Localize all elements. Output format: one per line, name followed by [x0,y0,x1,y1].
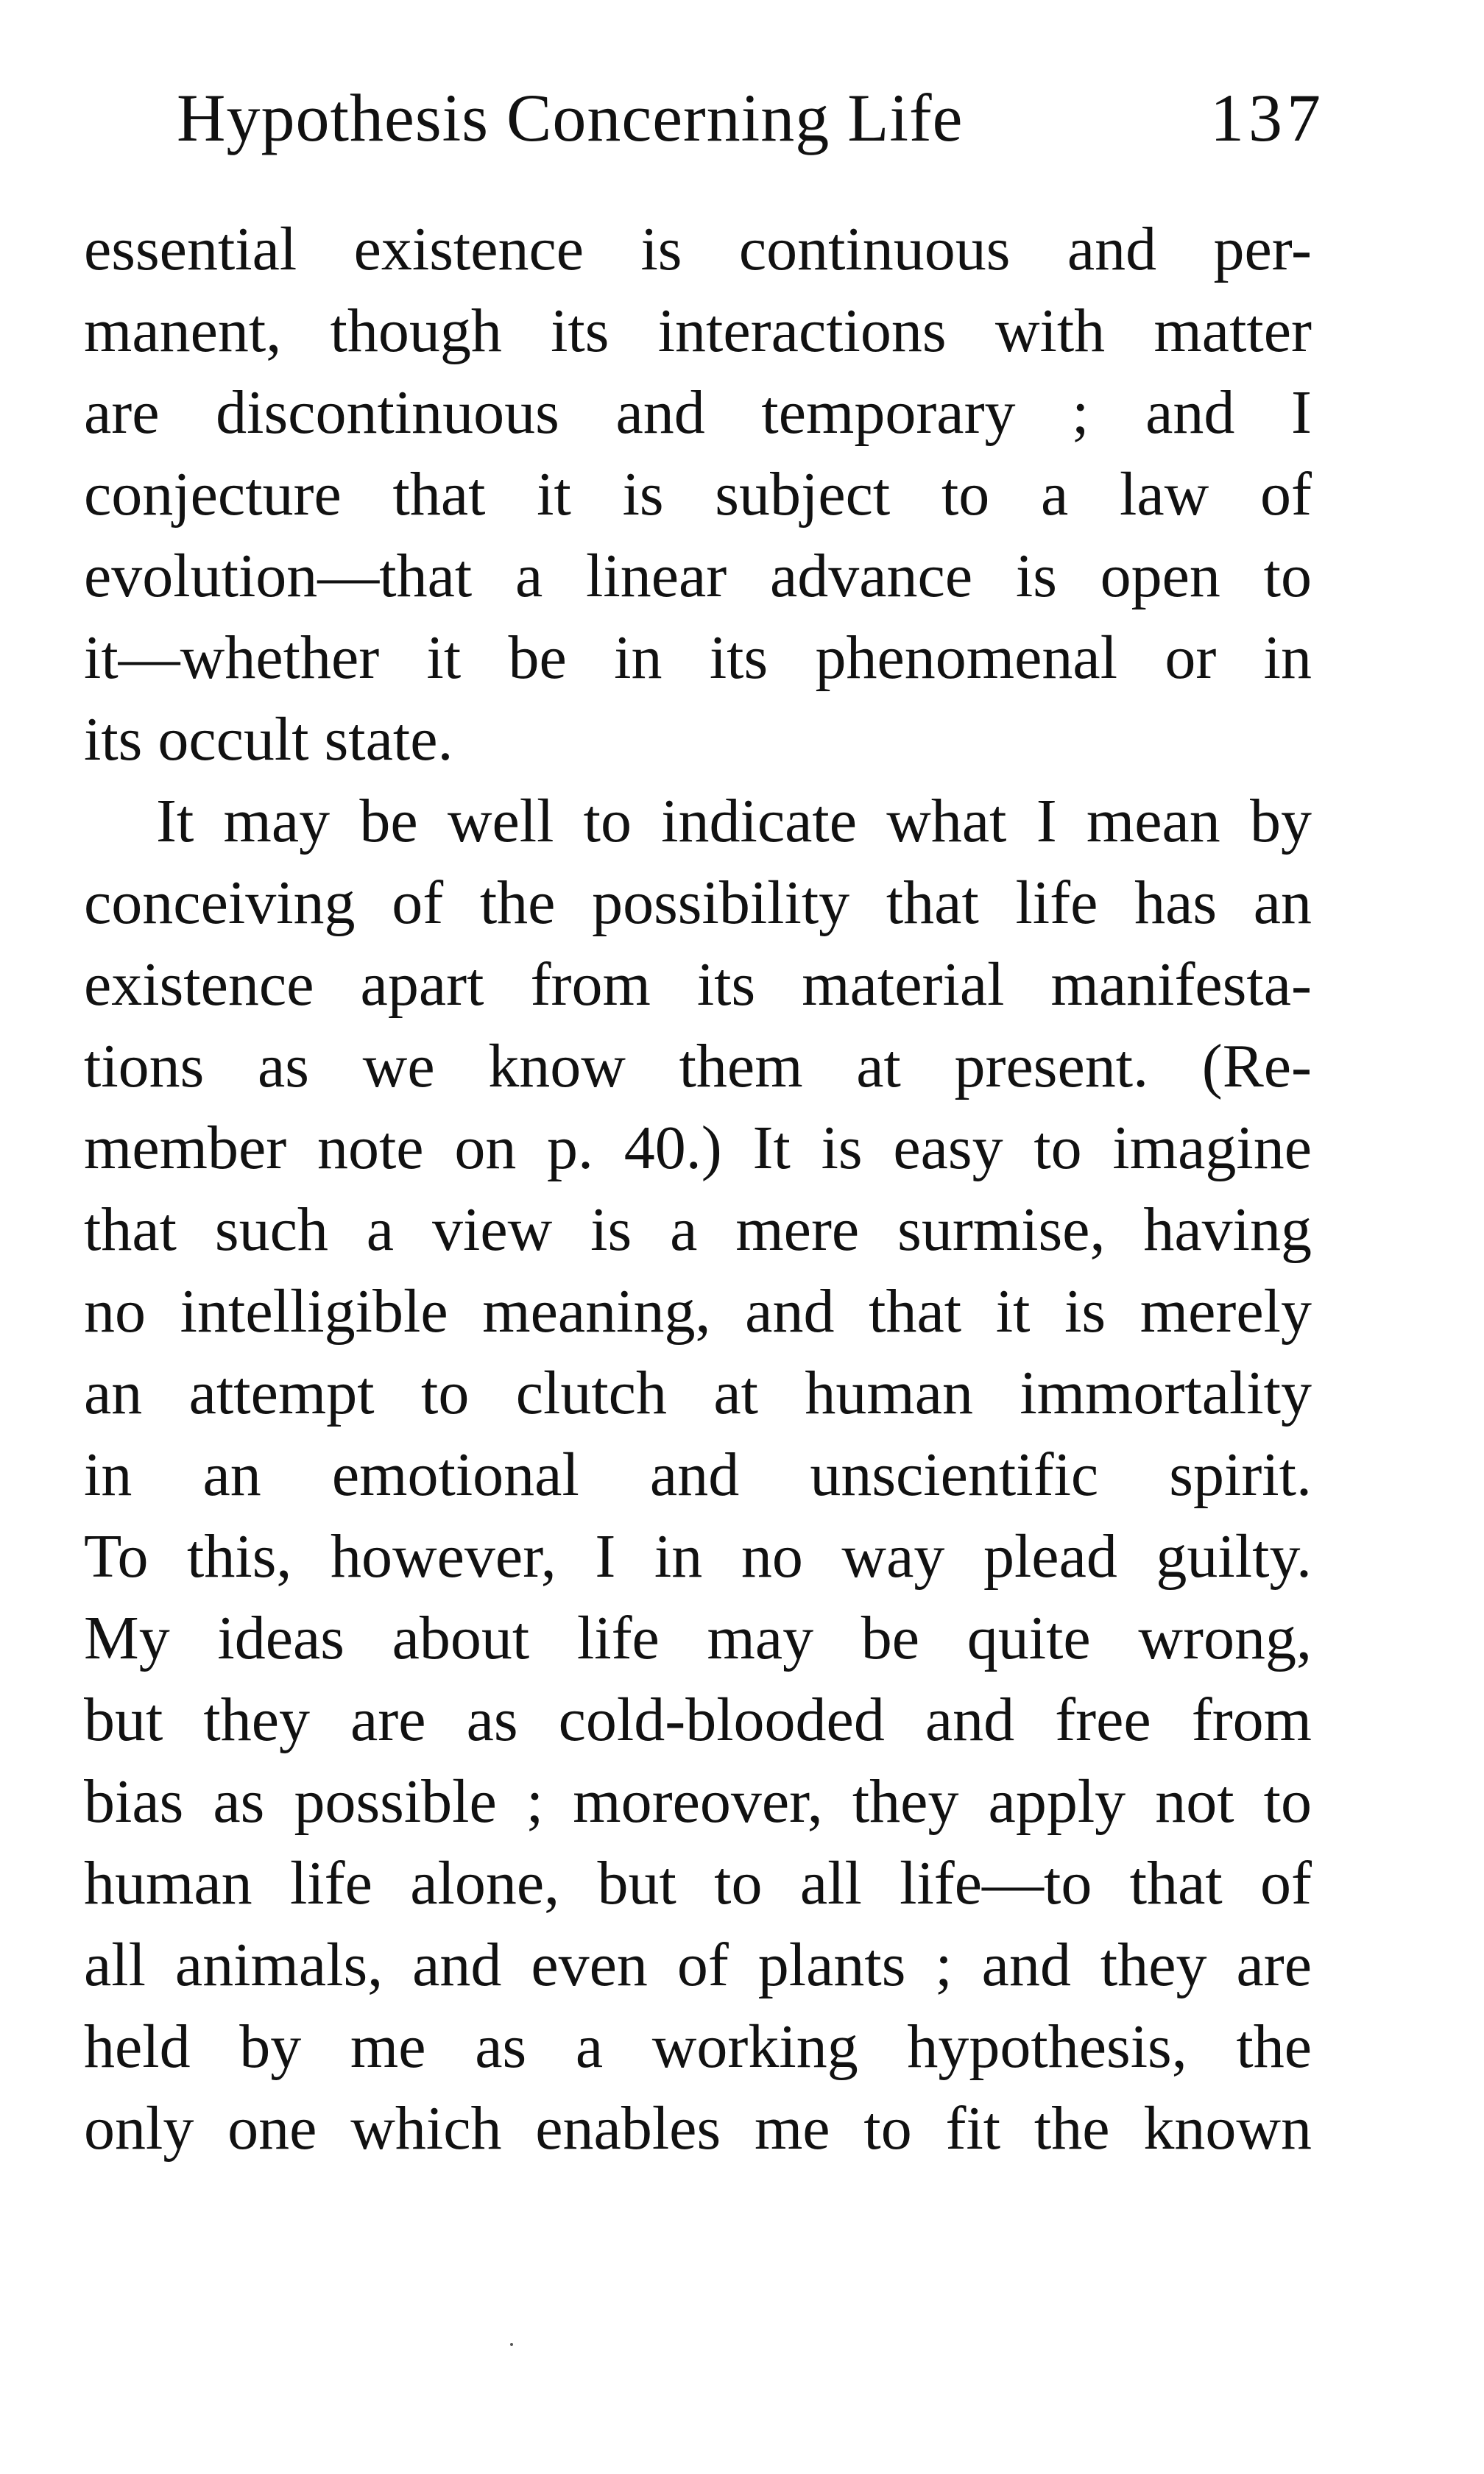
text-line: only one which enables me to fit the known [84,2094,1312,2163]
text-line: it—whether it be in its phenomenal or in [84,623,1312,692]
text-line: that such a view is a mere surmise, having [84,1195,1312,1264]
text-line: but they are as cold-blooded and free from [84,1686,1312,1754]
paragraph-1 [84,208,1312,780]
text-line: It may be well to indicate what I mean by [156,787,1312,855]
text-line: conceiving of the possibility that life has an [84,869,1312,937]
paragraph-2 [84,780,1312,2169]
text-line: evolution—that a linear advance is open to [84,542,1312,610]
ink-speck [510,2343,513,2346]
text-line: essential existence is continuous and per- [84,215,1312,283]
text-line: manent, though its interactions with matter [84,297,1312,365]
page-number: 137 [1210,80,1325,155]
running-head [177,70,1325,166]
text-line: member note on p. 40.) It is easy to imagine [84,1114,1312,1182]
running-head-title: Hypothesis Concerning Life [177,80,964,155]
text-line: existence apart from its material manifesta- [84,950,1312,1019]
text-line: an attempt to clutch at human immortality [84,1359,1312,1427]
text-line: tions as we know them at present. (Re- [84,1032,1312,1100]
text-line: its occult state. [84,705,453,774]
text-line: in an emotional and unscientific spirit. [84,1441,1312,1509]
text-line: To this, however, I in no way plead guilty. [84,1522,1312,1591]
text-line: all animals, and even of plants ; and they are [84,1931,1312,1999]
text-line: conjecture that it is subject to a law of [84,460,1312,529]
text-line: no intelligible meaning, and that it is merely [84,1277,1312,1346]
text-line: human life alone, but to all life—to that of [84,1849,1312,1918]
text-line: are discontinuous and temporary ; and I [84,378,1312,447]
body-text [84,208,1312,2169]
text-line: bias as possible ; moreover, they apply not to [84,1767,1312,1836]
text-line: held by me as a working hypothesis, the [84,2012,1312,2081]
text-line: My ideas about life may be quite wrong, [84,1604,1312,1672]
